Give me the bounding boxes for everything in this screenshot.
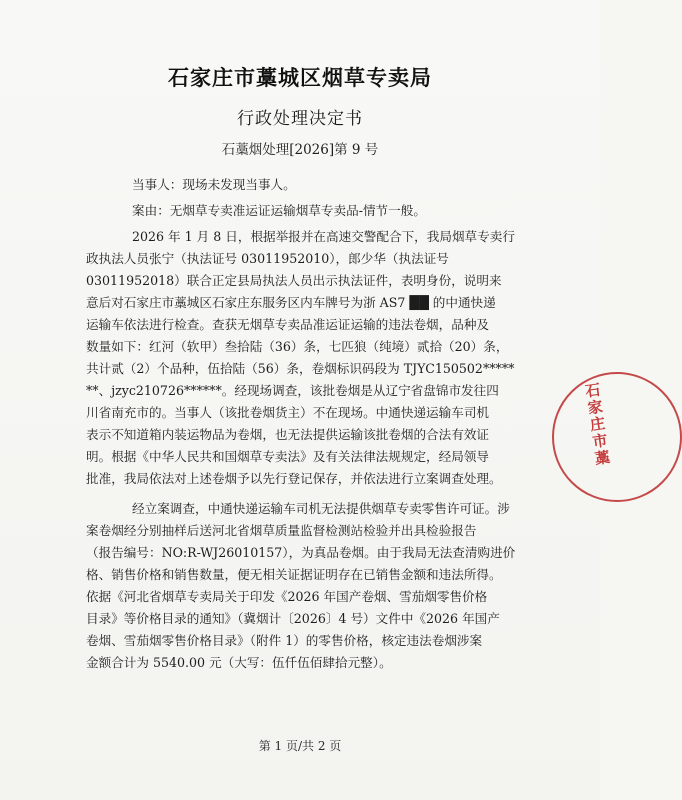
body-line: （报告编号：NO:R-WJ26010157），为真品卷烟。由于我局无法查清购进价	[86, 545, 516, 560]
page-footer: 第 1 页/共 2 页	[258, 739, 342, 753]
body-line: 政执法人员张宁（执法证号 03011952010），郎少华（执法证号	[86, 251, 449, 266]
seal-text: 石家庄市藁	[582, 381, 612, 469]
body-line: 依据《河北省烟草专卖局关于印发《2026 年国产卷烟、雪茄烟零售价格	[86, 589, 488, 604]
body-line: 共计贰（2）个品种，伍拾陆（56）条，卷烟标识码段为 TJYC150502*****	[86, 361, 515, 376]
body-line: 03011952018）联合正定县局执法人员出示执法证件，表明身份，说明来	[86, 273, 502, 288]
body-line: 格、销售价格和销售数量，便无相关证据证明存在已销售金额和违法所得。	[86, 567, 502, 582]
cause-line: 案由：无烟草专卖准运证运输烟草专卖品-情节一般。	[132, 203, 426, 218]
document-subtitle: 行政处理决定书	[237, 109, 363, 129]
party-line: 当事人：现场未发现当事人。	[132, 177, 296, 192]
body-line: 目录》等价格目录的通知》（冀烟计〔2026〕4 号）文件中《2026 年国产	[86, 611, 500, 626]
body-line: 案卷烟经分别抽样后送河北省烟草质量监督检测站检验并出具检验报告	[86, 523, 477, 538]
body-line: **、jzyc210726******。经现场调查，该批卷烟是从辽宁省盘锦市发往四	[86, 383, 499, 398]
document-title: 石家庄市藁城区烟草专卖局	[168, 65, 432, 90]
body-line: 川省南充市的。当事人（该批卷烟货主）不在现场。中通快递运输车司机	[86, 405, 489, 420]
body-line: 金额合计为 5540.00 元（大写：伍仟伍佰肆拾元整）。	[86, 655, 392, 670]
official-seal	[552, 372, 612, 502]
document-number: 石藁烟处理[2026]第 9 号	[221, 142, 379, 158]
body-line: 卷烟、雪茄烟零售价格目录》（附件 1）的零售价格，核定违法卷烟涉案	[86, 633, 483, 648]
body-line: 批准，我局依法对上述卷烟予以先行登记保存，并依法进行立案调查处理。	[86, 471, 502, 486]
body-line: 明。根据《中华人民共和国烟草专卖法》及有关法律法规规定，经局领导	[86, 449, 489, 464]
body-line: 数量如下：红河（软甲）叁拾陆（36）条，七匹狼（纯境）贰拾（20）条，	[86, 339, 509, 354]
body-line: 经立案调查，中通快递运输车司机无法提供烟草专卖零售许可证。涉	[132, 501, 510, 516]
body-line: 2026 年 1 月 8 日，根据举报并在高速交警配合下，我局烟草专卖行	[132, 229, 515, 244]
body-line: 表示不知道箱内装运物品为卷烟，也无法提供运输该批卷烟的合法有效证	[86, 427, 489, 442]
body-line: 运输车依法进行检查。查获无烟草专卖品准运证运输的违法卷烟，品种及	[86, 317, 489, 332]
body-line: 意后对石家庄市藁城区石家庄东服务区内车牌号为浙 AS7 ██ 的中通快递	[86, 295, 496, 310]
